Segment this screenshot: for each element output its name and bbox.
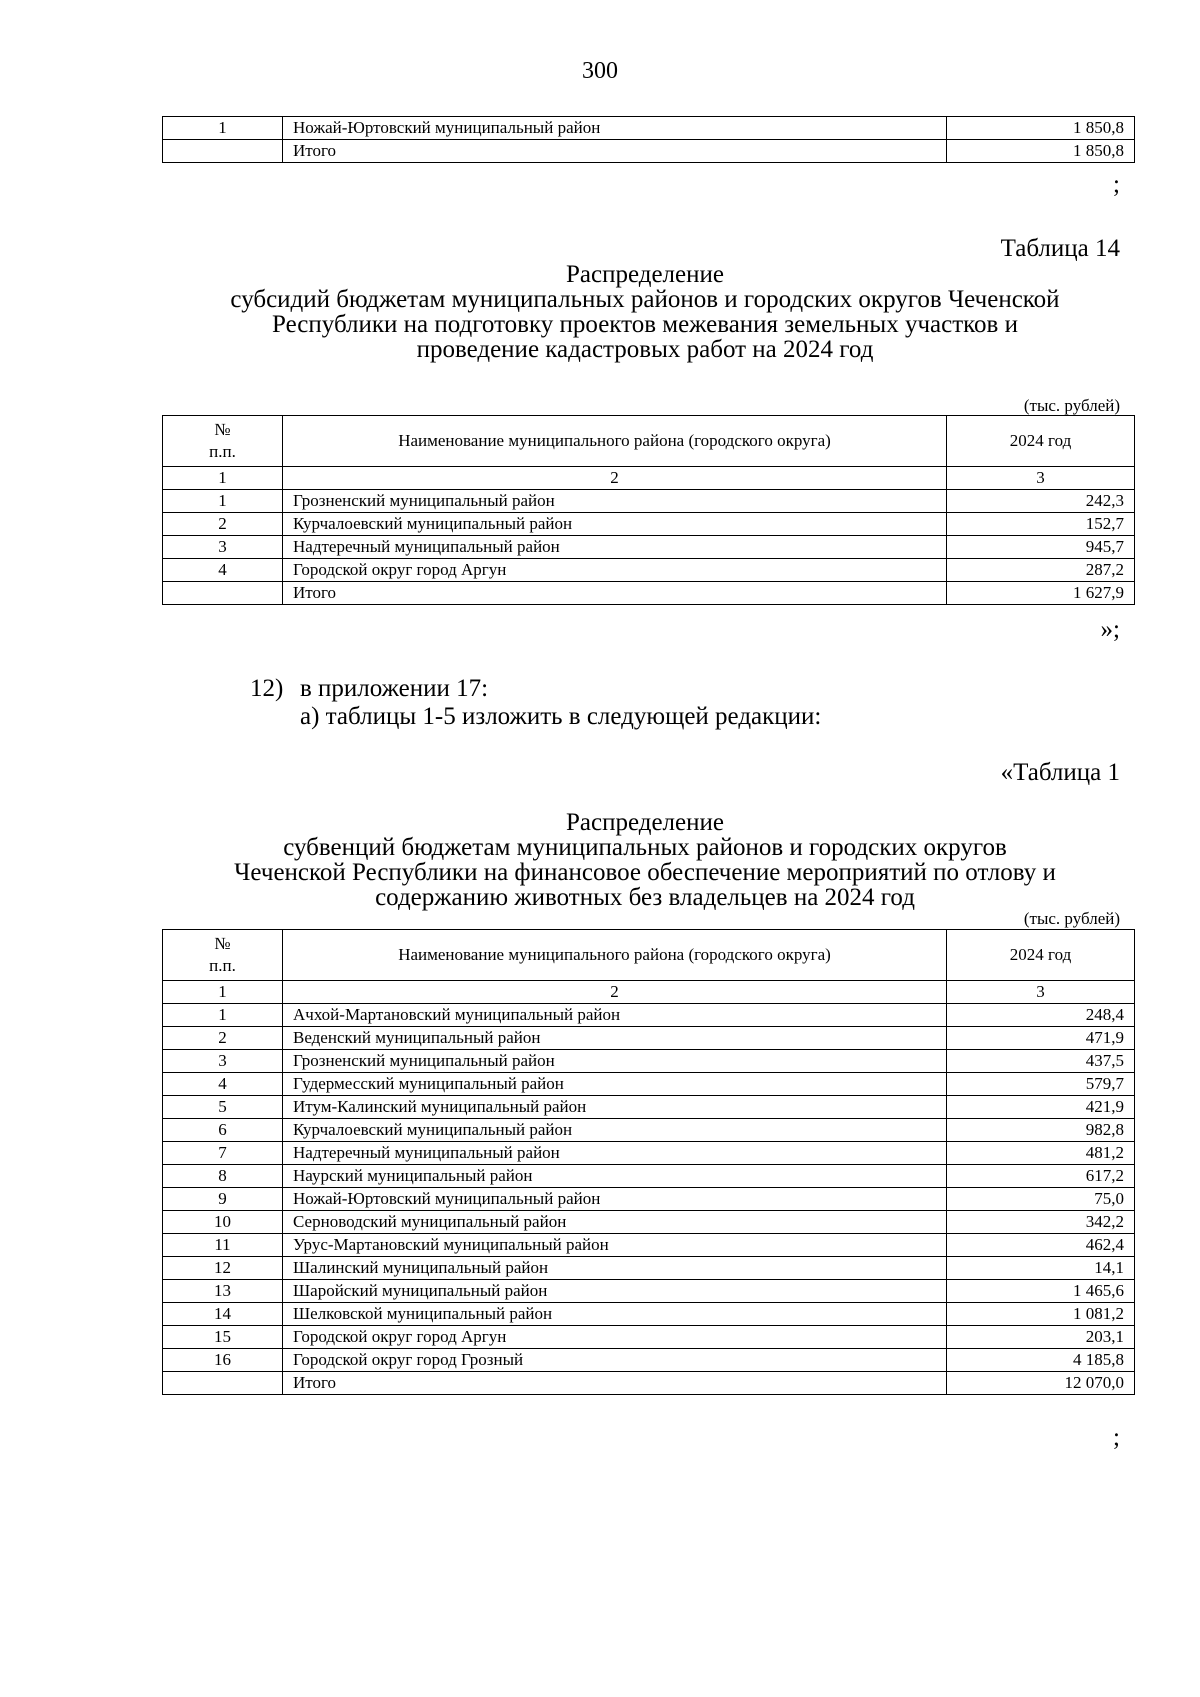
row-number — [163, 1372, 283, 1395]
col-number: 3 — [947, 981, 1135, 1004]
row-value: 14,1 — [947, 1257, 1135, 1280]
title-line: субсидий бюджетам муниципальных районов и городских округов Чеченской — [230, 286, 1060, 313]
row-name: Грозненский муниципальный район — [283, 1050, 947, 1073]
col-number: 1 — [163, 467, 283, 490]
row-number: 6 — [163, 1119, 283, 1142]
row-value: 75,0 — [947, 1188, 1135, 1211]
header-num — [163, 930, 283, 981]
title-line: Распределение — [566, 809, 724, 836]
row-name: Курчалоевский муниципальный район — [283, 1119, 947, 1142]
amendment-line2: а) таблицы 1-5 изложить в следующей редакции: — [300, 703, 822, 730]
header-name: Наименование муниципального района (городского округа) — [283, 416, 947, 467]
table-label: Таблица 14 — [1000, 235, 1120, 262]
table-label: «Таблица 1 — [1000, 759, 1120, 786]
table-row — [163, 1096, 1135, 1119]
table-prev — [162, 116, 1135, 163]
row-name: Надтеречный муниципальный район — [283, 536, 947, 559]
row-name: Шалинский муниципальный район — [283, 1257, 947, 1280]
header-name: Наименование муниципального района (городского округа) — [283, 930, 947, 981]
header-year: 2024 год — [947, 930, 1135, 981]
row-name: Надтеречный муниципальный район — [283, 1142, 947, 1165]
table-row — [163, 1119, 1135, 1142]
row-name: Итого — [283, 140, 947, 163]
row-name: Шелковской муниципальный район — [283, 1303, 947, 1326]
table-row — [163, 536, 1135, 559]
title-line: Чеченской Республики на финансовое обеспечение мероприятий по отлову и — [234, 859, 1056, 886]
table-row — [163, 1349, 1135, 1372]
row-name: Грозненский муниципальный район — [283, 490, 947, 513]
row-name: Шаройский муниципальный район — [283, 1280, 947, 1303]
table-row — [163, 490, 1135, 513]
row-name: Итого — [283, 582, 947, 605]
row-value: 1 627,9 — [947, 582, 1135, 605]
row-number: 1 — [163, 1004, 283, 1027]
title-line: субвенций бюджетам муниципальных районов и городских округов — [283, 834, 1007, 861]
end-mark: ; — [1113, 1424, 1120, 1451]
row-value: 4 185,8 — [947, 1349, 1135, 1372]
row-name: Ножай-Юртовский муниципальный район — [283, 1188, 947, 1211]
row-number — [163, 140, 283, 163]
row-number: 2 — [163, 513, 283, 536]
table-row — [163, 582, 1135, 605]
row-value: 12 070,0 — [947, 1372, 1135, 1395]
table-row — [163, 1326, 1135, 1349]
table-row — [163, 1280, 1135, 1303]
row-number: 14 — [163, 1303, 283, 1326]
row-number: 1 — [163, 117, 283, 140]
title-line: проведение кадастровых работ на 2024 год — [416, 336, 874, 363]
row-number: 15 — [163, 1326, 283, 1349]
row-value: 342,2 — [947, 1211, 1135, 1234]
row-name: Ножай-Юртовский муниципальный район — [283, 117, 947, 140]
table-row — [163, 1050, 1135, 1073]
header-year: 2024 год — [947, 416, 1135, 467]
row-value: 437,5 — [947, 1050, 1135, 1073]
row-number: 2 — [163, 1027, 283, 1050]
row-value: 203,1 — [947, 1326, 1135, 1349]
table-row — [163, 1303, 1135, 1326]
row-value: 982,8 — [947, 1119, 1135, 1142]
row-name: Гудермесский муниципальный район — [283, 1073, 947, 1096]
row-value: 152,7 — [947, 513, 1135, 536]
row-value: 1 850,8 — [947, 140, 1135, 163]
row-number: 3 — [163, 1050, 283, 1073]
table-row — [163, 559, 1135, 582]
page-number: 300 — [582, 58, 618, 84]
header-num-line2: п.п. — [209, 442, 236, 461]
row-name: Городской округ город Аргун — [283, 559, 947, 582]
table-row — [163, 513, 1135, 536]
row-value: 617,2 — [947, 1165, 1135, 1188]
row-number: 9 — [163, 1188, 283, 1211]
row-value: 242,3 — [947, 490, 1135, 513]
col-number: 1 — [163, 981, 283, 1004]
table-row — [163, 1257, 1135, 1280]
row-name: Веденский муниципальный район — [283, 1027, 947, 1050]
amendment-line1: в приложении 17: — [300, 675, 489, 702]
header-num-line2: п.п. — [209, 956, 236, 975]
unit-label: (тыс. рублей) — [1023, 396, 1120, 415]
row-number: 5 — [163, 1096, 283, 1119]
row-number: 16 — [163, 1349, 283, 1372]
row-value: 248,4 — [947, 1004, 1135, 1027]
table-row — [163, 117, 1135, 140]
table-row — [163, 1211, 1135, 1234]
table-title — [120, 262, 1170, 362]
row-name: Итум-Калинский муниципальный район — [283, 1096, 947, 1119]
table-row — [163, 1027, 1135, 1050]
table-row — [163, 1372, 1135, 1395]
table-row — [163, 1165, 1135, 1188]
row-name: Городской округ город Грозный — [283, 1349, 947, 1372]
row-number: 1 — [163, 490, 283, 513]
row-number: 3 — [163, 536, 283, 559]
table-row — [163, 1188, 1135, 1211]
end-mark: »; — [1100, 616, 1120, 643]
row-number: 7 — [163, 1142, 283, 1165]
row-value: 471,9 — [947, 1027, 1135, 1050]
row-number: 8 — [163, 1165, 283, 1188]
row-value: 1 850,8 — [947, 117, 1135, 140]
row-name: Урус-Мартановский муниципальный район — [283, 1234, 947, 1257]
row-name: Городской округ город Аргун — [283, 1326, 947, 1349]
row-value: 421,9 — [947, 1096, 1135, 1119]
col-number: 2 — [283, 981, 947, 1004]
row-number: 12 — [163, 1257, 283, 1280]
row-value: 1 081,2 — [947, 1303, 1135, 1326]
row-value: 287,2 — [947, 559, 1135, 582]
table-title — [120, 810, 1170, 910]
header-num-line1: № — [214, 420, 231, 439]
table-row — [163, 1073, 1135, 1096]
table-1 — [162, 929, 1135, 1395]
table-row — [163, 1004, 1135, 1027]
header-num — [163, 416, 283, 467]
table-row — [163, 1234, 1135, 1257]
end-mark: ; — [1113, 171, 1120, 198]
row-number: 4 — [163, 1073, 283, 1096]
row-value: 1 465,6 — [947, 1280, 1135, 1303]
row-value: 462,4 — [947, 1234, 1135, 1257]
table-row — [163, 1142, 1135, 1165]
row-value: 579,7 — [947, 1073, 1135, 1096]
row-number: 13 — [163, 1280, 283, 1303]
unit-label: (тыс. рублей) — [1023, 909, 1120, 928]
col-number: 2 — [283, 467, 947, 490]
row-number — [163, 582, 283, 605]
col-number: 3 — [947, 467, 1135, 490]
row-name: Ачхой-Мартановский муниципальный район — [283, 1004, 947, 1027]
row-number: 10 — [163, 1211, 283, 1234]
row-name: Наурский муниципальный район — [283, 1165, 947, 1188]
row-number: 11 — [163, 1234, 283, 1257]
title-line: Распределение — [566, 261, 724, 288]
row-value: 945,7 — [947, 536, 1135, 559]
row-name: Курчалоевский муниципальный район — [283, 513, 947, 536]
title-line: Республики на подготовку проектов межевания земельных участков и — [272, 311, 1018, 338]
table-row — [163, 140, 1135, 163]
amendment-item: 12) — [250, 675, 284, 702]
header-num-line1: № — [214, 934, 231, 953]
row-name: Серноводский муниципальный район — [283, 1211, 947, 1234]
row-number: 4 — [163, 559, 283, 582]
row-name: Итого — [283, 1372, 947, 1395]
title-line: содержанию животных без владельцев на 2024 год — [375, 884, 915, 911]
table-14 — [162, 415, 1135, 605]
row-value: 481,2 — [947, 1142, 1135, 1165]
